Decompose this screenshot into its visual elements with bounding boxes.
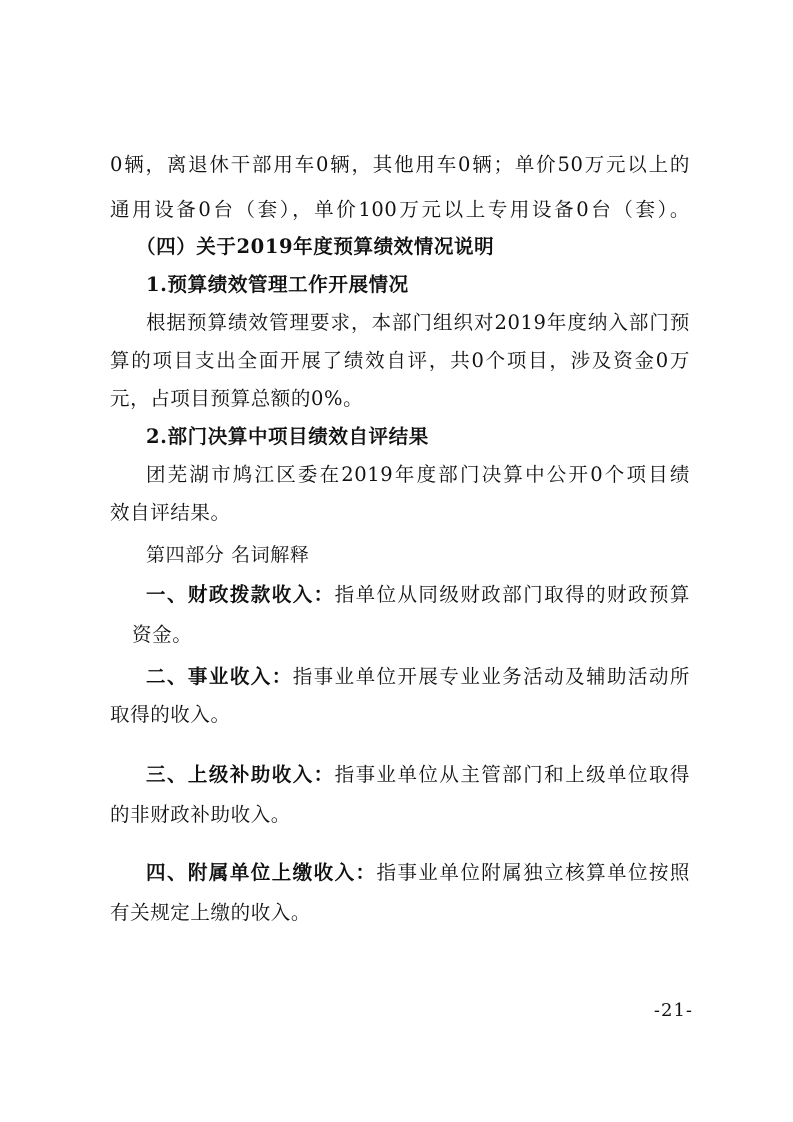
subsection-heading: 2.部门决算中项目绩效自评结果	[146, 425, 429, 448]
body-line: 取得的收入。	[110, 703, 231, 726]
definition-term: 四、附属单位上缴收入：	[146, 861, 377, 884]
definition-line	[146, 858, 690, 888]
definition-text: 指事业单位附属独立核算单位按照	[376, 861, 690, 884]
body-line: 0辆，离退休干部用车0辆，其他用车0辆；单价50万元以上的	[110, 153, 690, 176]
body-line: 元，占项目预算总额的0%。	[110, 387, 364, 410]
part-heading: 第四部分 名词解释	[146, 544, 310, 566]
body-line: 算的项目支出全面开展了绩效自评，共0个项目，涉及资金0万	[110, 349, 690, 372]
definition-text: 指事业单位开展专业业务活动及辅助活动所	[292, 665, 691, 688]
definition-line	[146, 580, 690, 610]
definition-text: 指单位从同级财政部门取得的财政预算	[334, 583, 690, 606]
body-line: 效自评结果。	[110, 501, 231, 524]
body-line: 有关规定上缴的收入。	[110, 901, 312, 924]
definition-term: 二、事业收入：	[146, 665, 293, 688]
definition-term: 三、上级补助收入：	[146, 763, 335, 786]
definition-line	[146, 760, 690, 790]
definition-term: 一、财政拨款收入：	[146, 583, 335, 606]
definition-line	[146, 662, 690, 692]
body-line: 团芜湖市鸠江区委在2019年度部门决算中公开0个项目绩	[146, 463, 690, 486]
body-line: 根据预算绩效管理要求，本部门组织对2019年度纳入部门预	[146, 311, 690, 334]
subsection-heading: 1.预算绩效管理工作开展情况	[146, 273, 409, 296]
body-line: 的非财政补助收入。	[110, 803, 291, 826]
section-heading: （四）关于2019年度预算绩效情况说明	[136, 235, 495, 258]
body-line: 通用设备0台（套），单价100万元以上专用设备0台（套）。	[110, 198, 690, 221]
body-line: 资金。	[132, 623, 193, 646]
definition-text: 指事业单位从主管部门和上级单位取得	[334, 763, 690, 786]
page-number: -21-	[653, 1000, 693, 1021]
